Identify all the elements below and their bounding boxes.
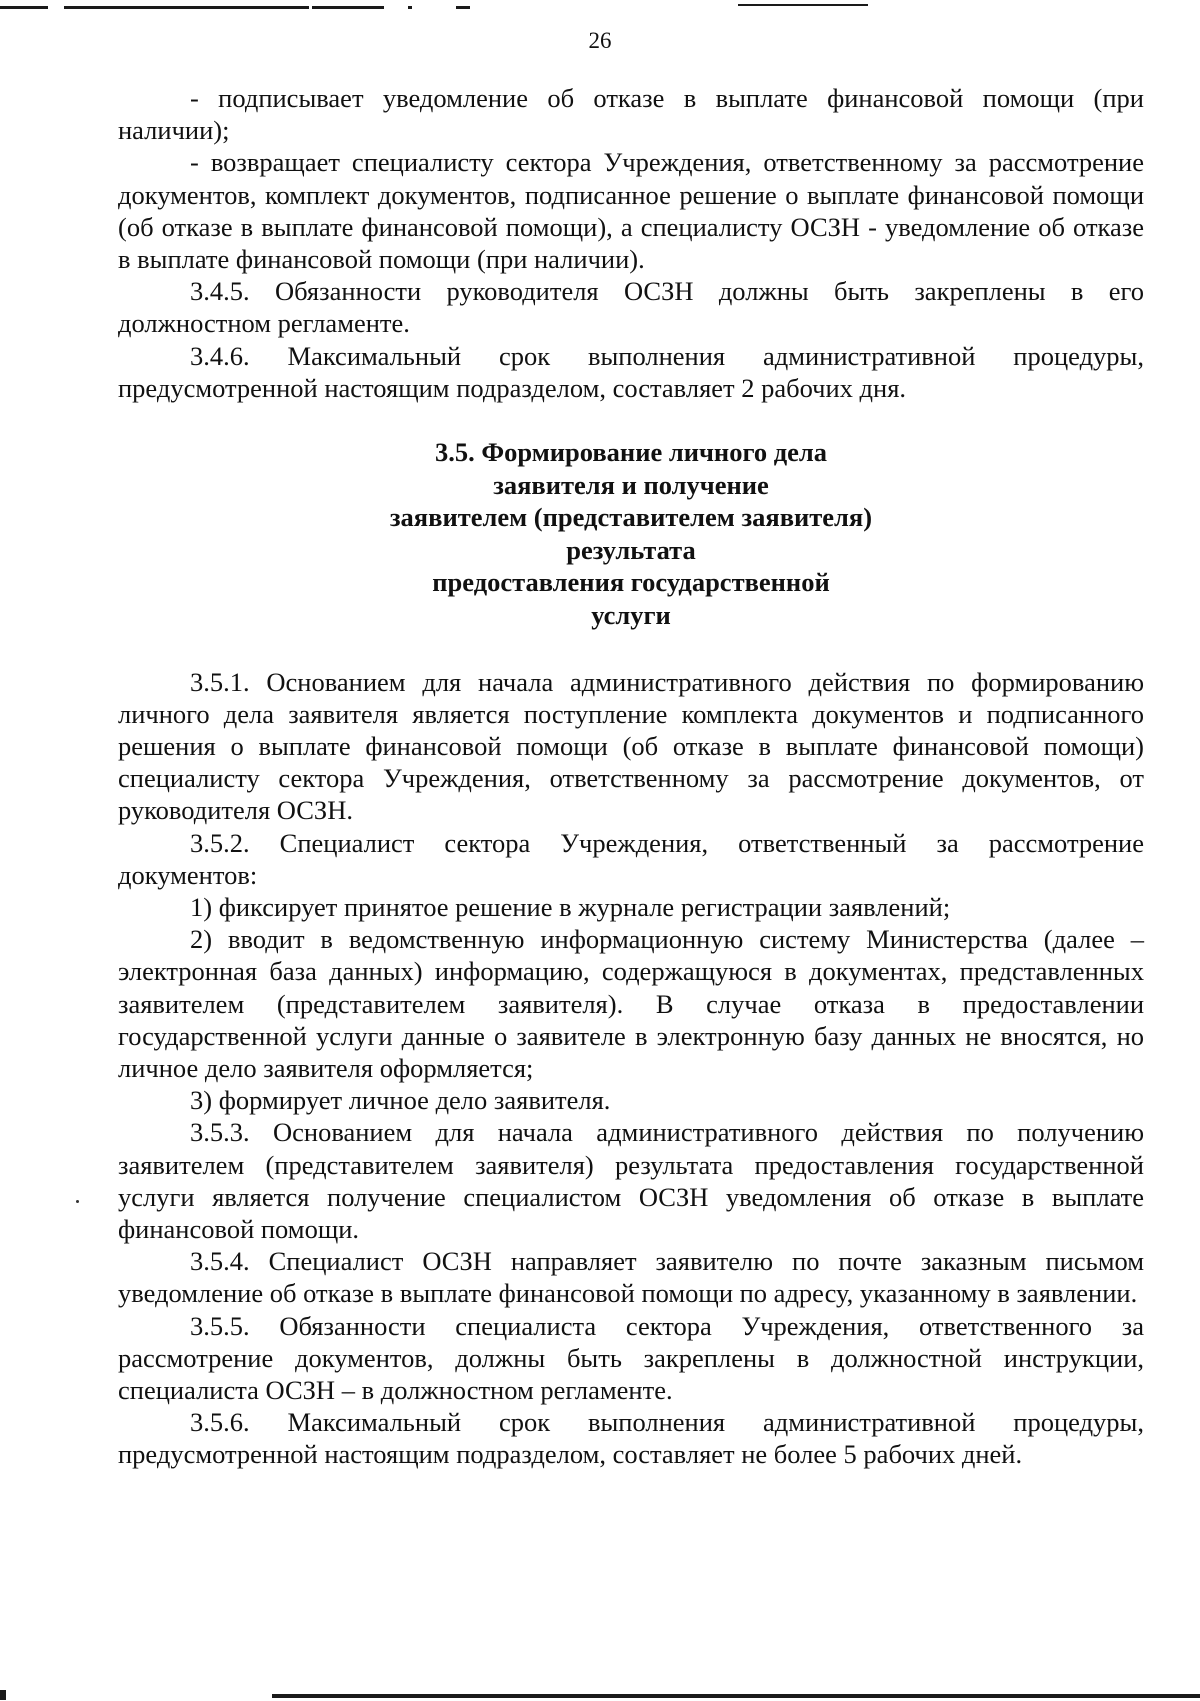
heading-line: 3.5. Формирование личного дела <box>435 437 827 468</box>
heading-line: заявителем (представителем заявителя) <box>389 502 873 533</box>
heading-line: результата <box>566 534 696 565</box>
list-item-3: 3) формирует личное дело заявителя. <box>190 1085 611 1116</box>
paragraph-3-5-2: 3.5.2. Специалист сектора Учреждения, ответственный за рассмотрение документов: <box>118 827 1144 890</box>
scan-edge-bottom-mark <box>0 1690 6 1700</box>
scan-edge-top-line-3 <box>312 6 384 9</box>
paragraph-3-5-6: 3.5.6. Максимальный срок выполнения административной процедуры, предусмотренной настоящим подразделом, составляет не более 5 рабочих дней. <box>118 1407 1144 1470</box>
list-item-1: 1) фиксирует принятое решение в журнале регистрации заявлений; <box>190 892 951 923</box>
document-body <box>118 82 1144 1471</box>
section-heading-3-5 <box>118 436 1144 632</box>
page-number: 26 <box>588 28 612 53</box>
paragraph-3-5-4: 3.5.4. Специалист ОСЗН направляет заявителю по почте заказным письмом уведомление об отказе в выплате финансовой помощи по адресу, указанному в заявлении. <box>118 1246 1144 1309</box>
heading-line: предоставления государственной <box>432 567 830 598</box>
scan-edge-top-line-2 <box>64 6 309 9</box>
paragraph-3-5-3: 3.5.3. Основанием для начала административного действия по получению заявителем (представителем заявителя) результата предоставления государственной услуги является получение специалистом ОСЗН уведомления об отказе в выплате финансовой помощи. <box>118 1117 1144 1245</box>
paragraph-3-5-5: 3.5.5. Обязанности специалиста сектора Учреждения, ответственного за рассмотрение документов, должны быть закреплены в должностной инструкции, специалиста ОСЗН – в должностном регламенте. <box>118 1310 1144 1406</box>
scan-edge-bottom-line <box>272 1694 1200 1698</box>
paragraph-sign-notice: - подписывает уведомление об отказе в выплате финансовой помощи (при наличии); <box>118 83 1144 146</box>
scan-speck <box>76 1200 79 1203</box>
heading-line: заявителя и получение <box>493 469 769 500</box>
heading-line: услуги <box>591 600 671 630</box>
paragraph-return-documents: - возвращает специалисту сектора Учреждения, ответственному за рассмотрение документов, комплект документов, подписанное решение о выплате финансовой помощи (об отказе в выплате финансовой помощи), а специалисту ОСЗН - уведомление об отказе в выплате финансовой помощи (при наличии). <box>118 147 1144 275</box>
paragraph-3-5-1: 3.5.1. Основанием для начала административного действия по формированию личного дела заявителя является поступление комплекта документов и подписанного решения о выплате финансовой помощи (об отказе в выплате финансовой помощи) специалисту сектора Учреждения, ответственному за рассмотрение документов, от руководителя ОСЗН. <box>118 666 1144 826</box>
list-item-2: 2) вводит в ведомственную информационную систему Министерства (далее – электронная база данных) информацию, содержащуюся в документах, представленных заявителем (представителем заявителя). В случае отказа в предоставлении государственной услуги данные о заявителе в электронную базу данных не вносятся, но личное дело заявителя оформляется; <box>118 924 1144 1084</box>
scan-edge-top-line-4 <box>738 4 868 6</box>
scan-edge-top-mark-2 <box>456 6 470 9</box>
paragraph-3-4-6: 3.4.6. Максимальный срок выполнения административной процедуры, предусмотренной настоящим подразделом, составляет 2 рабочих дня. <box>118 340 1144 403</box>
scan-edge-top-mark-1 <box>408 6 412 9</box>
paragraph-3-4-5: 3.4.5. Обязанности руководителя ОСЗН должны быть закреплены в его должностном регламенте. <box>118 276 1144 339</box>
scan-edge-top-line-1 <box>0 6 48 9</box>
